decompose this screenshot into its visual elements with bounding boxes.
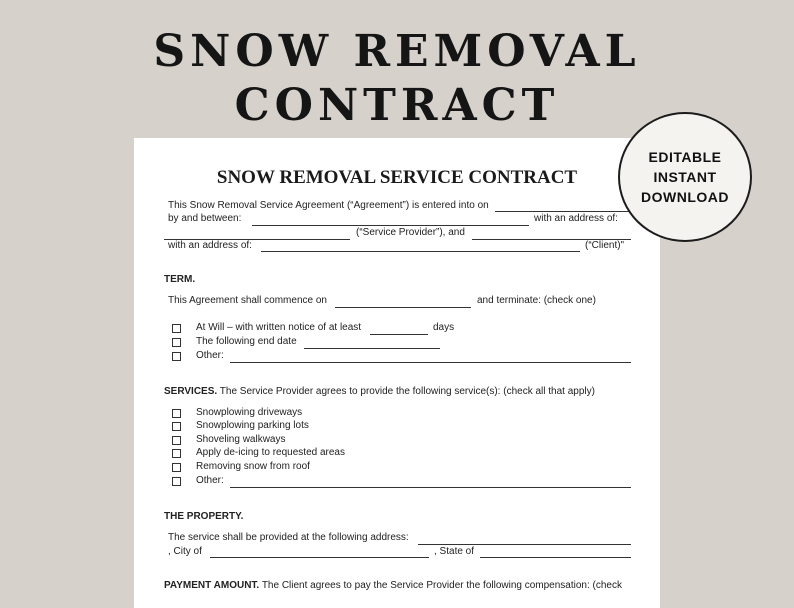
service-item: Snowplowing driveways [196, 407, 303, 418]
services-heading: SERVICES. [164, 386, 218, 397]
client-address-field[interactable] [261, 251, 580, 252]
city-label: , City of [168, 546, 202, 557]
services-intro: The Service Provider agrees to provide the following service(s): (check all that apply) [219, 386, 595, 397]
service-provider-name-field[interactable] [252, 225, 529, 226]
days-label: days [433, 322, 455, 333]
commence-date-field[interactable] [335, 307, 471, 308]
payment-heading: PAYMENT AMOUNT. [164, 580, 260, 591]
term-other-label: Other: [196, 350, 224, 361]
term-terminate-label: and terminate: (check one) [477, 295, 596, 306]
document-title: SNOW REMOVAL SERVICE CONTRACT [216, 167, 578, 188]
state-field[interactable] [480, 557, 631, 558]
term-commence-label: This Agreement shall commence on [168, 295, 327, 306]
banner-title-line-1: SNOW REMOVAL [153, 26, 641, 77]
service-other-label: Other: [196, 475, 224, 486]
address-of-label-2: with an address of: [168, 240, 252, 251]
services-paragraph [164, 386, 595, 397]
agreement-date-field[interactable] [495, 211, 631, 212]
end-date-checkbox[interactable] [172, 338, 181, 347]
badge-line-1: EDITABLE [648, 149, 722, 165]
service-item: Removing snow from roof [196, 461, 310, 472]
property-heading: THE PROPERTY. [164, 511, 244, 522]
at-will-label: At Will – with written notice of at least [196, 322, 362, 333]
service-item: Shoveling walkways [196, 434, 286, 445]
badge-line-3: DOWNLOAD [641, 189, 729, 205]
service-provider-label: (“Service Provider”), and [356, 227, 465, 238]
term-heading: TERM. [164, 274, 196, 285]
banner-title-line-2: CONTRACT [234, 80, 560, 131]
end-date-field[interactable] [304, 348, 440, 349]
service-checkbox[interactable] [172, 422, 181, 431]
term-other-checkbox[interactable] [172, 352, 181, 361]
property-address-field[interactable] [418, 544, 631, 545]
term-other-field[interactable] [230, 362, 631, 363]
at-will-checkbox[interactable] [172, 324, 181, 333]
service-checkbox[interactable] [172, 409, 181, 418]
service-checkbox[interactable] [172, 463, 181, 472]
address-of-label-1: with an address of: [534, 213, 618, 224]
property-address-label: The service shall be provided at the following address: [168, 532, 409, 543]
editable-download-badge [618, 112, 752, 242]
service-other-field[interactable] [230, 487, 631, 488]
service-other-checkbox[interactable] [172, 477, 181, 486]
service-item: Snowplowing parking lots [196, 420, 309, 431]
client-label: (“Client)" [585, 240, 625, 251]
payment-paragraph [164, 580, 622, 591]
end-date-label: The following end date [196, 336, 297, 347]
service-checkbox[interactable] [172, 449, 181, 458]
badge-line-2: INSTANT [653, 169, 717, 185]
service-checkbox[interactable] [172, 436, 181, 445]
by-and-between-label: by and between: [168, 213, 242, 224]
state-label: , State of [434, 546, 475, 557]
city-field[interactable] [210, 557, 429, 558]
payment-text: The Client agrees to pay the Service Provider the following compensation: (check [261, 580, 622, 591]
intro-line-1: This Snow Removal Service Agreement (“Agreement”) is entered into on [168, 200, 489, 211]
service-item: Apply de-icing to requested areas [196, 447, 345, 458]
notice-days-field[interactable] [370, 334, 428, 335]
